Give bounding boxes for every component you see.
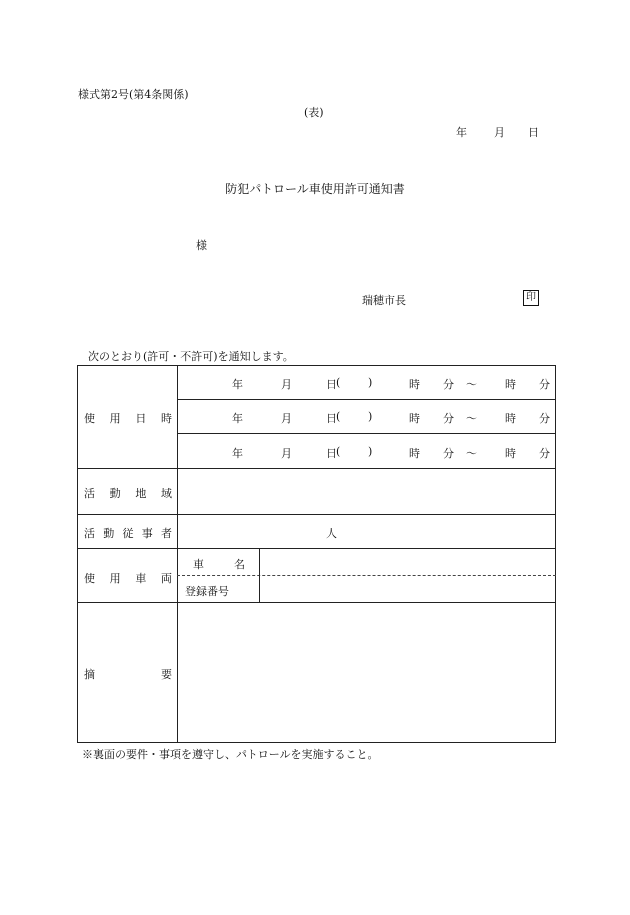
document-title: 防犯パトロール車使用許可通知書 [225,182,405,196]
vehicle-sub-divider [259,548,260,602]
datetime-hour2: 時 [505,378,516,391]
datetime-minute: 分 [443,447,454,460]
issuer-name: 瑞穂市長 [362,294,406,307]
table-line [177,399,556,400]
datetime-paren-open: ( [336,376,341,389]
datetime-day: 日 [326,378,337,391]
datetime-year: 年 [232,412,243,425]
datetime-day: 日 [326,412,337,425]
header-date-year: 年 [456,126,467,139]
vehicle-name-label: 車 名 [193,558,245,571]
datetime-paren-open: ( [336,445,341,458]
datetime-month: 月 [281,412,292,425]
table-dashed-line [177,575,556,576]
side-indicator: (表) [304,106,324,119]
form-number: 様式第2号(第4条関係) [78,88,189,101]
remarks-label: 摘 要 [84,668,172,681]
use-datetime-label: 使 用 日 時 [84,412,172,425]
addressee-honorific: 様 [196,239,207,252]
datetime-paren-close: ) [368,410,373,423]
header-date-month: 月 [494,126,505,139]
datetime-year: 年 [232,378,243,391]
datetime-minute: 分 [443,378,454,391]
datetime-month: 月 [281,378,292,391]
intro-text: 次のとおり(許可・不許可)を通知します。 [88,350,294,363]
datetime-hour: 時 [409,447,420,460]
datetime-hour2: 時 [505,447,516,460]
datetime-hour: 時 [409,412,420,425]
datetime-hour2: 時 [505,412,516,425]
datetime-paren-open: ( [336,410,341,423]
datetime-tilde: ～ [466,447,477,460]
datetime-tilde: ～ [466,378,477,391]
datetime-paren-close: ) [368,445,373,458]
registration-number-label: 登録番号 [185,585,229,598]
datetime-month: 月 [281,447,292,460]
table-line [77,468,556,469]
datetime-day: 日 [326,447,337,460]
datetime-year: 年 [232,447,243,460]
table-line [177,433,556,434]
activity-staff-label: 活 動 従 事 者 [84,527,172,540]
datetime-minute2: 分 [539,378,550,391]
datetime-paren-close: ) [368,376,373,389]
header-date-day: 日 [528,126,539,139]
datetime-minute: 分 [443,412,454,425]
datetime-tilde: ～ [466,412,477,425]
datetime-minute2: 分 [539,447,550,460]
datetime-minute2: 分 [539,412,550,425]
activity-area-label: 活 動 地 域 [84,487,172,500]
table-line [77,514,556,515]
table-line [77,548,556,549]
compliance-notice: ※裏面の要件・事項を遵守し、パトロールを実施すること。 [82,748,379,761]
vehicle-label: 使 用 車 両 [84,572,172,585]
datetime-hour: 時 [409,378,420,391]
seal-mark: 印 [523,290,539,306]
table-line [77,602,556,603]
staff-unit: 人 [326,527,337,540]
